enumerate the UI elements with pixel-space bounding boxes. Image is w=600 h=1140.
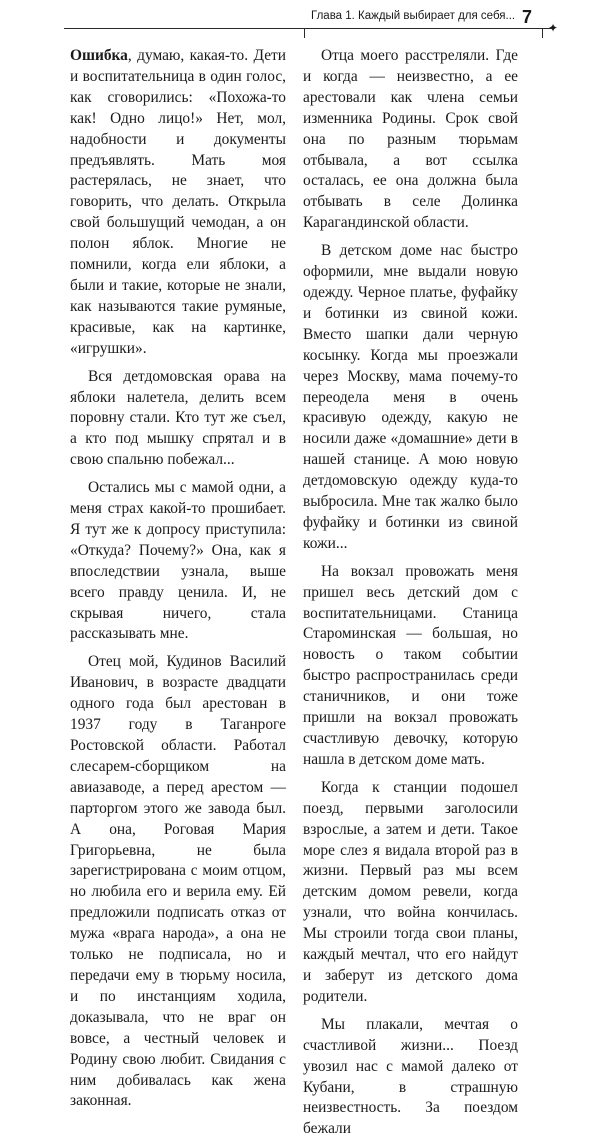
paragraph: Отец мой, Кудинов Василий Иванович, в возрасте двадцати одного года был арестован в 1937 году в Таганроге Ростовской области. Работал слесарем-сборщиком на авиазаводе, а перед арестом — парторгом этого же завода был. А она, Роговая Мария Григорьевна, не была зарегистрирована с моим отцом, но любила его и верила ему. Ей предложили подписать отказ от мужа «врага народа», а она не только не подписала, но и передачи ему в тюрьму носила, и по инстанциям ходила, доказывала, что не враг он вовсе, а честный человек и Родину свою любит. Свидания с ним добивалась как жена законная.: [70, 653, 286, 1110]
paragraph: Вся детдомовская орава на яблоки налетела, делить всем поровну стали. Кто тут же съел, а кто под мышку спрятал и в свою спальню побежал...: [70, 367, 286, 469]
ornament-icon: ✦: [547, 21, 558, 35]
chapter-title: Глава 1. Каждый выбирает для себя...: [311, 10, 516, 22]
paragraph: Остались мы с мамой одни, а меня страх какой-то прошибает. Я тут же к допросу приступила: «Откуда? Почему?» Она, как я впоследствии узнала, выше всего правду ценила. И, не скрывая ничего, стала рассказывать мне.: [70, 479, 286, 643]
paragraph: Отца моего расстреляли. Где и когда — неизвестно, а ее арестовали как члена семьи изменника Родины. Срок свой она по разным тюрьмам отбывала, а вот ссылка осталась, ее она должна была отбывать в селе Долинка Карагандинской области.: [303, 47, 518, 232]
header-divider-tick: [304, 28, 305, 38]
header-divider-tick: [542, 28, 543, 38]
paragraph: Когда к станции подошел поезд, первыми заголосили взрослые, а затем и дети. Такое море слез я видала второй раз в жизни. Первый раз мы всем детским домом ревели, когда узнали, что война кончилась. Мы строили тогда свои планы, каждый мечтал, что его найдут и заберут из детского дома родители.: [303, 778, 518, 1005]
running-header: [64, 8, 558, 38]
paragraph: В детском доме нас быстро оформили, мне выдали новую одежду. Черное платье, фуфайку и ботинки из свиной кожи. Вместо шапки дали черную косынку. Когда мы проезжали через Москву, мама почему-то переодела меня в очень красивую одежду, какую не носили даже «домашние» дети в нашей станице. А мою новую детдомовскую одежду куда-то выбросила. Мне так жалко было фуфайку и ботинки из свиной кожи...: [303, 242, 518, 552]
bold-lead-word: Ошибка: [70, 47, 128, 64]
paragraph: На вокзал провожать меня пришел весь детский дом с воспитательницами. Станица Староминская — большая, но новость о таком событии быстро распространилась среди станичников, и они тоже пришли на вокзал провожать счастливую девочку, которую нашла в детском доме мать.: [303, 562, 518, 768]
paragraph-text: , думаю, какая-то. Дети и воспитательница в один голос, как сговорились: «Похожа-то как! Одно лицо!» Нет, мол, надобности и документы предъявлять. Мать моя растерялась, не знает, что говорить, что делать. Открыла свой большущий чемодан, а он полон яблок. Многие не помнили, когда ели яблоки, а были и такие, которые не знали, как называются такие румяные, красивые, как на картинке, «игрушки».: [70, 47, 286, 357]
left-column: [70, 46, 286, 1112]
page-number: 7: [521, 7, 532, 27]
right-column: [303, 46, 518, 1140]
paragraph: [70, 46, 286, 360]
paragraph: Мы плакали, мечтая о счастливой жизни... Поезд увозил нас с мамой далеко от Кубани, в страшную неизвестность. За поездом бежали: [303, 1015, 518, 1138]
header-rule: [64, 28, 552, 29]
